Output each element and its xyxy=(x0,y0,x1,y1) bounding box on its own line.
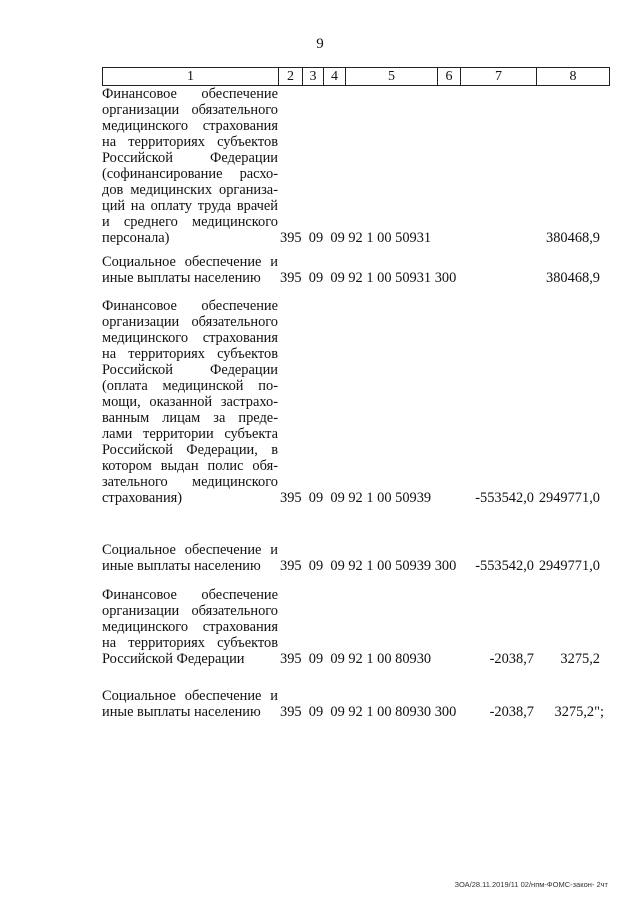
budget-classification-code: 395 09 09 92 1 00 80930 300 xyxy=(280,704,457,720)
amount-change-value: -2038,7 xyxy=(489,651,534,667)
amount-total-value: 3275,2"; xyxy=(554,704,604,720)
description-line: организации обязательного xyxy=(102,314,278,330)
amount-change-value: -553542,0 xyxy=(475,490,534,506)
description-line: иные выплаты населению xyxy=(102,270,261,286)
header-cell-7: 7 xyxy=(461,68,537,85)
description-line: котором выдан полис обя- xyxy=(102,458,278,474)
row-description xyxy=(102,86,278,246)
description-line: Российской Федерации xyxy=(102,362,278,378)
budget-classification-code: 395 09 09 92 1 00 50939 xyxy=(280,490,432,506)
description-line: Финансовое обеспечение xyxy=(102,86,278,102)
row-description xyxy=(102,542,278,574)
description-line: на территориях субъектов xyxy=(102,346,278,362)
description-line: медицинского страхования xyxy=(102,118,278,134)
description-line: дов медицинских организа- xyxy=(102,182,278,198)
budget-classification-code: 395 09 09 92 1 00 50931 xyxy=(280,230,432,246)
description-line: иные выплаты населению xyxy=(102,558,261,574)
description-line: (оплата медицинской по- xyxy=(102,378,278,394)
description-line: Финансовое обеспечение xyxy=(102,587,278,603)
budget-classification-code: 395 09 09 92 1 00 80930 xyxy=(280,651,432,667)
description-line: на территориях субъектов xyxy=(102,134,278,150)
header-cell-1: 1 xyxy=(103,68,279,85)
description-line: организации обязательного xyxy=(102,603,278,619)
amount-total-value: 2949771,0 xyxy=(538,558,600,574)
amount-change-value: -553542,0 xyxy=(475,558,534,574)
description-line: Социальное обеспечение и xyxy=(102,542,278,558)
description-line: лами территории субъекта xyxy=(102,426,278,442)
description-line: персонала) xyxy=(102,230,170,246)
description-line: Социальное обеспечение и xyxy=(102,688,278,704)
header-cell-3: 3 xyxy=(303,68,324,85)
row-description xyxy=(102,587,278,667)
footer-document-code: ЗОА/28.11.2019/11 02/нпм-ФОМС-закон- 2чт xyxy=(454,880,608,889)
description-line: организации обязательного xyxy=(102,102,278,118)
budget-classification-code: 395 09 09 92 1 00 50931 300 xyxy=(280,270,457,286)
description-line: Социальное обеспечение и xyxy=(102,254,278,270)
header-cell-4: 4 xyxy=(324,68,346,85)
header-cell-8: 8 xyxy=(569,69,577,84)
amount-total-value: 2949771,0 xyxy=(538,490,600,506)
budget-classification-code: 395 09 09 92 1 00 50939 300 xyxy=(280,558,457,574)
row-description xyxy=(102,298,278,506)
description-line: мощи, оказанной застрахо- xyxy=(102,394,278,410)
description-line: (софинансирование расхо- xyxy=(102,166,278,182)
amount-total-value: 3275,2 xyxy=(560,651,600,667)
description-line: медицинского страхования xyxy=(102,330,278,346)
row-description xyxy=(102,688,278,720)
description-line: страхования) xyxy=(102,490,183,506)
description-line: зательного медицинского xyxy=(102,474,278,490)
description-line: ванным лицам за преде- xyxy=(102,410,278,426)
row-description xyxy=(102,254,278,286)
description-line: медицинского страхования xyxy=(102,619,278,635)
header-cell-2: 2 xyxy=(279,68,303,85)
description-line: и среднего медицинского xyxy=(102,214,278,230)
description-line: на территориях субъектов xyxy=(102,635,278,651)
description-line: Российской Федерации, в xyxy=(102,442,278,458)
description-line: Финансовое обеспечение xyxy=(102,298,278,314)
description-line: иные выплаты населению xyxy=(102,704,261,720)
header-cell-6: 6 xyxy=(438,68,461,85)
description-line: ций на оплату труда врачей xyxy=(102,198,278,214)
page-number: 9 xyxy=(316,36,324,52)
amount-total-value: 380468,9 xyxy=(546,270,600,286)
table-header-row xyxy=(102,67,610,86)
description-line: Российской Федерации xyxy=(102,150,278,166)
description-line: Российской Федерации xyxy=(102,651,245,667)
amount-total-value: 380468,9 xyxy=(546,230,600,246)
header-cell-5: 5 xyxy=(346,68,438,85)
amount-change-value: -2038,7 xyxy=(489,704,534,720)
